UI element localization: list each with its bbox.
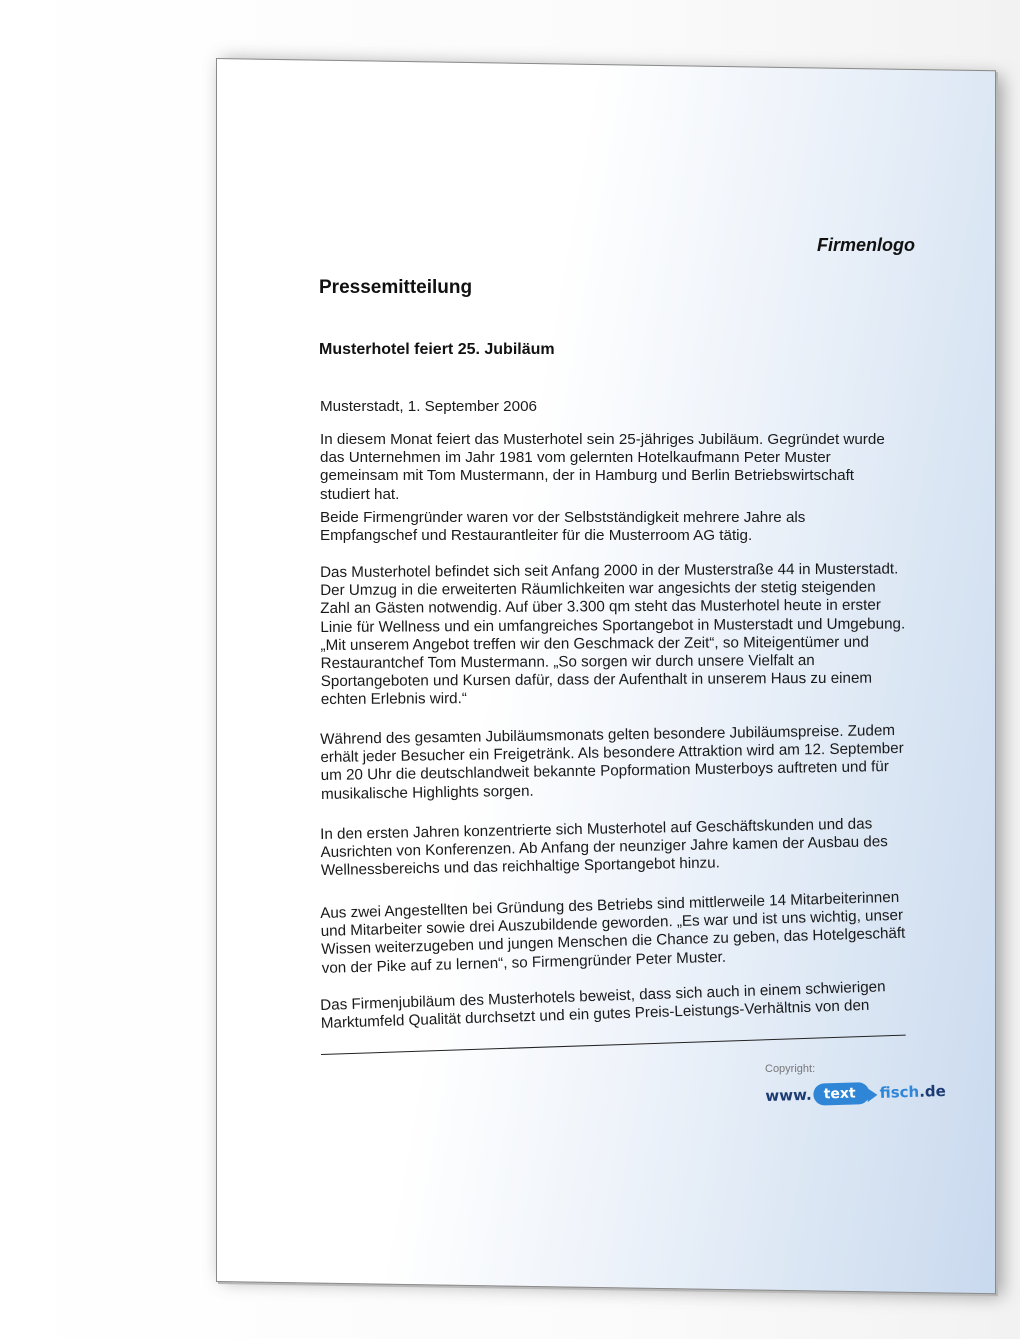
document-sheet [216,58,996,1294]
dateline [320,398,905,416]
brand-www: www. [765,1085,812,1106]
copyright-label: Copyright: [765,1063,816,1076]
paragraph-text: In den ersten Jahren konzentrierte sich Musterhotel auf Geschäftskunden und das Ausrichten von Konferenzen. Ab Anfang der neunziger Jahre kamen der Ausbau des Wellnessbereichs und das reichhaltige Sportangebot hinzu. [320,815,888,880]
document-title: Pressemitteilung [319,277,473,299]
paragraph-1 [320,431,905,504]
paragraph-4 [320,722,906,804]
brand-text: text [823,1085,856,1103]
logo-placeholder: Firmenlogo [817,235,915,256]
document-content [217,59,995,1281]
paragraph-7 [320,978,906,1034]
paragraph-text: Beide Firmengründer waren vor der Selbstständigkeit mehrere Jahre als Empfangschef und Restaurantleiter für die Musterroom AG tätig. [320,509,806,545]
dateline-text: Musterstadt, 1. September 2006 [320,398,537,416]
paragraph-text: In diesem Monat feiert das Musterhotel sein 25-jähriges Jubiläum. Gegründet wurde das Unternehmen im Jahr 1981 vom gelernten Hotelkaufmann Peter Muster gemeinsam mit Tom Mustermann, der in Hamburg und Berlin Betriebswirtschaft studiert hat. [320,431,885,503]
paragraph-text: Aus zwei Angestellten bei Gründung des Betriebs sind mittlerweile 14 Mitarbeiterinnen und Mitarbeiter sowie drei Auszubildende geworden. „Es war und ist uns wichtig, unser Wissen weiterzugeben und jungen Menschen die Chance zu geben, das Hotelgeschäft von der Pike auf zu lernen“, so Firmengründer Peter Muster. [320,888,906,977]
paragraph-3 [320,560,906,709]
brand-fisch: fisch [879,1082,920,1102]
paragraph-2 [320,509,905,545]
paragraph-text: Das Musterhotel befindet sich seit Anfang 2000 in der Musterstraße 44 in Musterstadt. Der Umzug in die erweiterten Räumlichkeiten war angesichts der stetig steigenden Zahl an Gästen notwendig. Auf über 3.300 qm steht das Musterhotel heute in erster Linie für Wellness und ein umfangreiches Sportangebot in Musterstadt und Umgebung. „Mit unserem Angebot treffen wir den Geschmack der Zeit“, so Miteigentümer und Restaurantchef Tom Mustermann. „So sorgen wir durch unsere Vielfalt an Sportangeboten und Kursen dafür, dass der Aufenthalt in unserem Haus zu einem echten Erlebnis wird.“ [320,560,906,709]
paragraph-6 [320,889,907,978]
paragraph-text: Das Firmenjubiläum des Musterhotels beweist, dass sich auch in einem schwierigen Marktumfeld Qualität durchsetzt und ein gutes Preis-Leistungs-Verhältnis von den [320,978,886,1033]
press-headline: Musterhotel feiert 25. Jubiläum [319,341,555,359]
paragraph-text: Während des gesamten Jubiläumsmonats gelten besondere Jubiläumspreise. Zudem erhält jeder Besucher ein Freigetränk. Als besondere Attraktion wird am 12. September um 20 Uhr die deutschlandweit bekannte Popformation Musterboys auftreten und für musikalische Highlights sorgen. [320,721,904,803]
fish-icon [813,1082,870,1106]
brand-logo [765,1076,946,1111]
paragraph-5 [320,815,906,881]
footer-divider [321,1035,906,1055]
brand-de: .de [918,1081,947,1101]
